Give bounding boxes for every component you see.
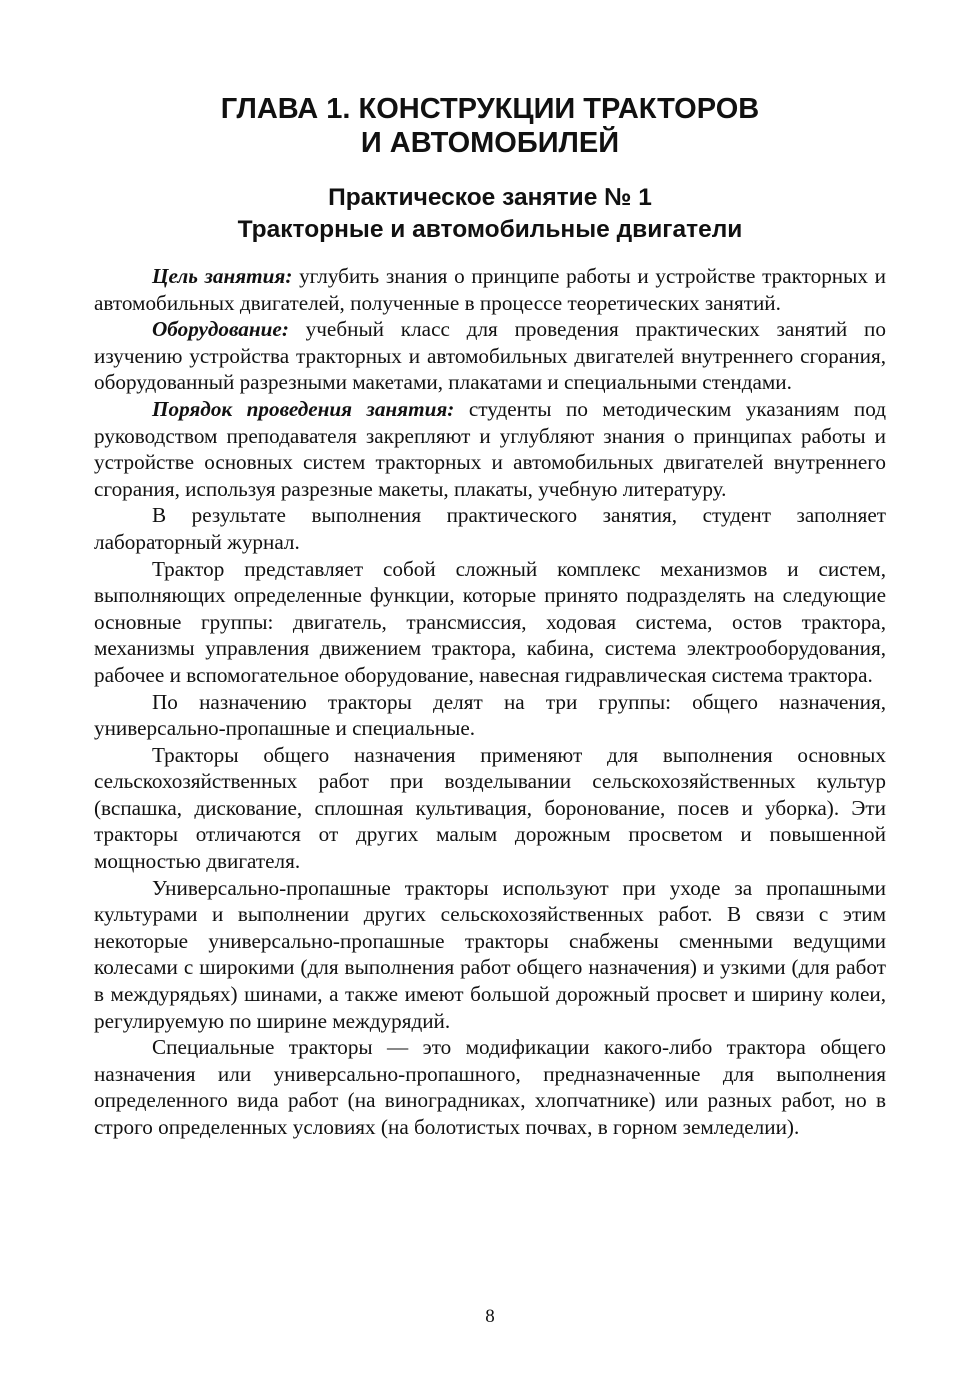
equipment-text: учебный класс для проведения практических занятий по изучению устройства тракторных и автомобильных двигателей внутреннего сгорания, оборудованный разрезными макетами, плакатами и специальными стендами. <box>94 317 886 395</box>
procedure-label: Порядок проведения занятия: <box>152 396 455 421</box>
document-body <box>94 263 886 1141</box>
document-page <box>94 92 886 1141</box>
chapter-title <box>94 92 886 160</box>
equipment-paragraph <box>94 316 886 396</box>
goal-paragraph <box>94 263 886 316</box>
procedure-text: студенты по методическим указаниям под руководством преподавателя закрепляют и углубляют знания о принципах работы и устройстве основных систем тракторных и автомобильных двигателей внутреннего сгорания, используя разрезные макеты, плакаты, учебную литературу. <box>94 396 886 501</box>
chapter-title-line-1: ГЛАВА 1. КОНСТРУКЦИИ ТРАКТОРОВ <box>220 93 760 125</box>
chapter-title-line-2: И АВТОМОБИЛЕЙ <box>360 127 620 159</box>
lesson-topic: Тракторные и автомобильные двигатели <box>237 216 743 243</box>
goal-label: Цель занятия: <box>152 264 293 288</box>
body-paragraph: В результате выполнения практического занятия, студент заполняет лабораторный журнал. <box>94 503 886 554</box>
lesson-title <box>94 182 886 246</box>
lesson-number: Практическое занятие № 1 <box>328 184 652 211</box>
equipment-label: Оборудование: <box>152 317 289 342</box>
page-number: 8 <box>485 1306 495 1327</box>
body-paragraph: Трактор представляет собой сложный комплекс механизмов и систем, выполняющих определенные функции, которые принято подразделять на следующие основные группы: двигатель, трансмиссия, ходовая система, остов трактора, механизмы управления движением трактора, кабина, система электрооборудования, рабочее и вспомогательное оборудование, навесная гидравлическая система трактора. <box>94 556 886 687</box>
body-paragraph: Тракторы общего назначения применяют для выполнения основных сельскохозяйственных работ при возделывании сельскохозяйственных культур (вспашка, дискование, сплошная культивация, боронование, посев и уборка). Эти тракторы отличаются от других малым дорожным просветом и повышенной мощностью двигателя. <box>94 742 886 874</box>
body-paragraph: Универсально-пропашные тракторы используют при уходе за пропашными культурами и выполнении других сельскохозяйственных работ. В связи с этим некоторые универсально-пропашные тракторы снабжены сменными ведущими колесами с широкими (для выполнения работ общего назначения) и узкими (для работ в междурядьях) шинами, а также имеют большой дорожный просвет и ширину колеи, регулируемую по ширине междурядий. <box>94 875 886 1033</box>
goal-text: углубить знания о принципе работы и устройстве тракторных и автомобильных двигателей, полученные в процессе теоретических занятий. <box>94 264 886 315</box>
body-paragraph: Специальные тракторы — это модификации какого-либо трактора общего назначения или универсально-пропашного, предназначенные для выполнения определенного вида работ (на виноградниках, хлопчатнике) или разных работ, но в строго определенных условиях (на болотистых почвах, в горном земледелии). <box>94 1035 886 1139</box>
procedure-paragraph <box>94 396 886 502</box>
body-paragraph: По назначению тракторы делят на три группы: общего назначения, универсально-пропашные и специальные. <box>94 689 886 741</box>
